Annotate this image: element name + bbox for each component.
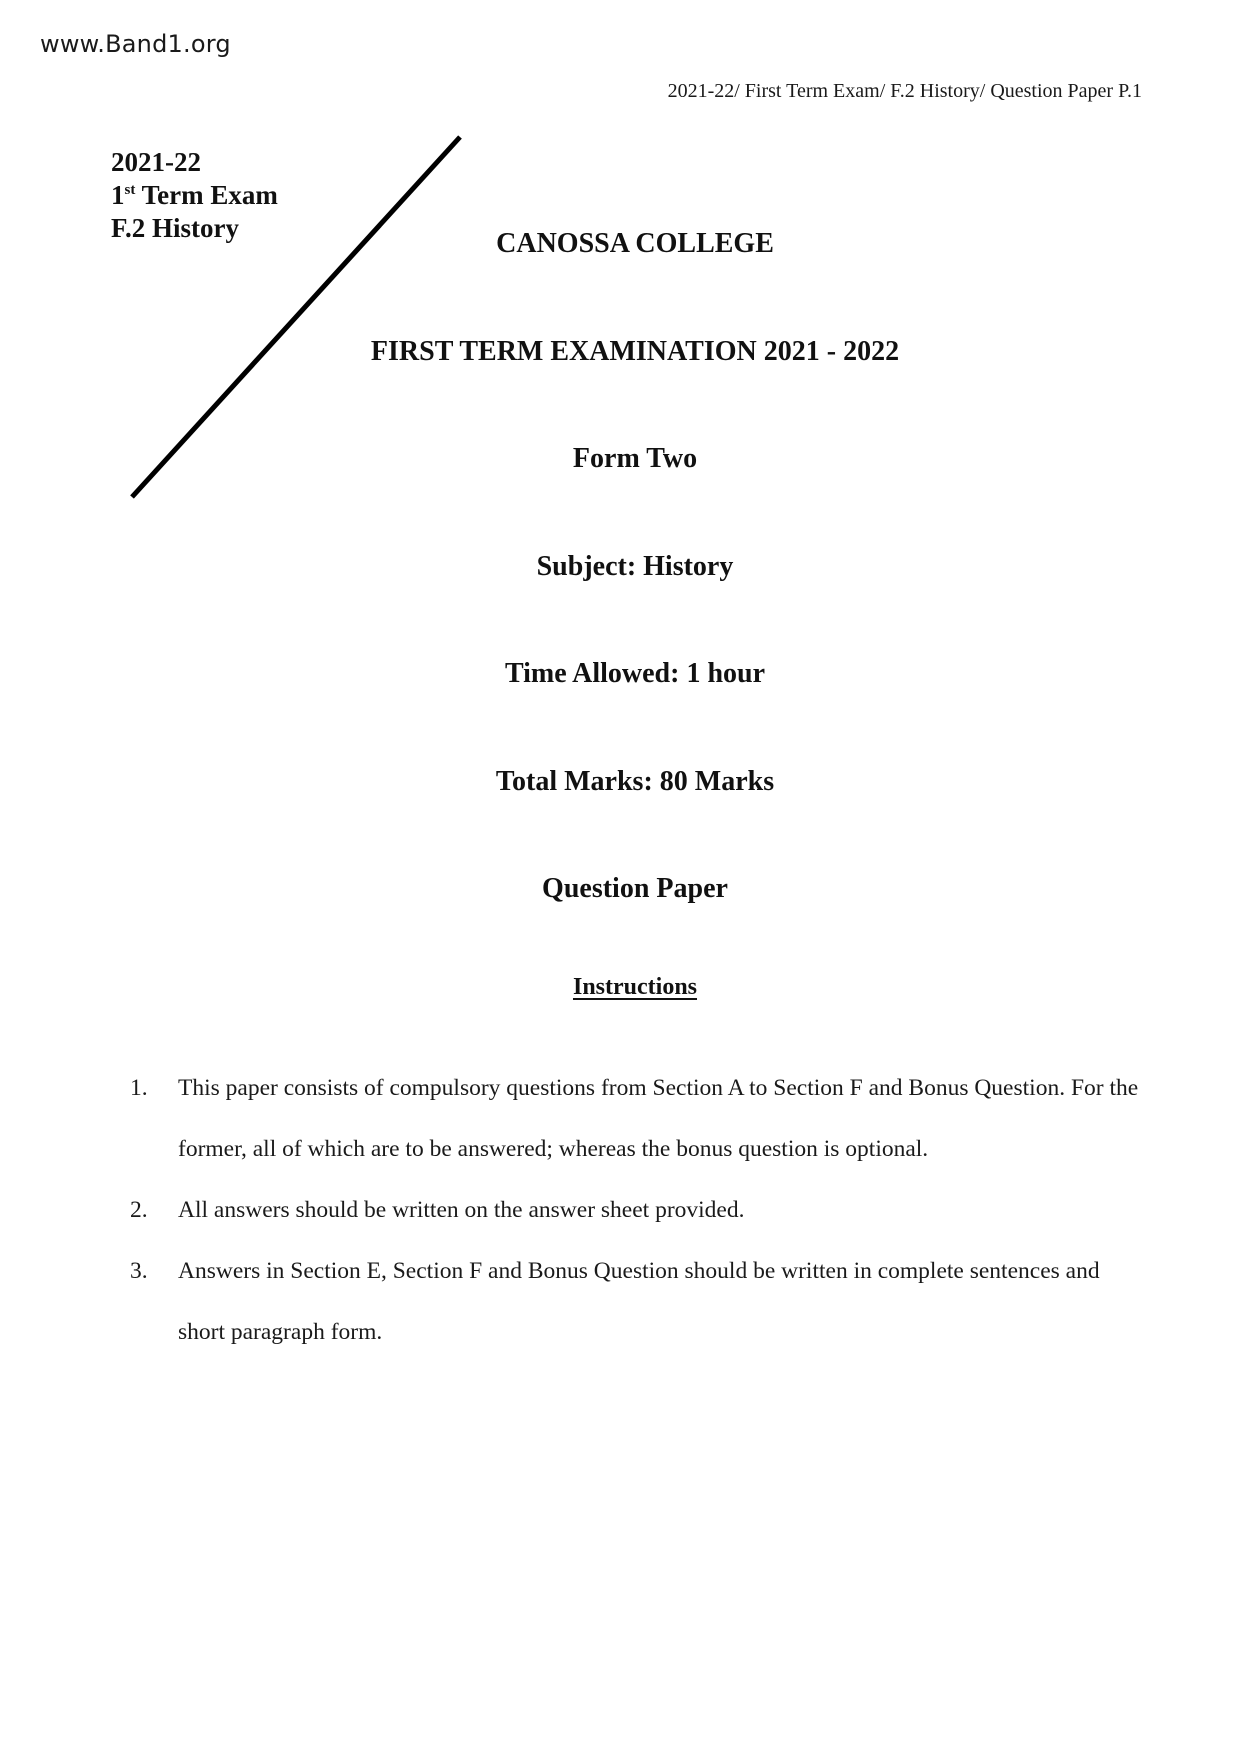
- form-level: Form Two: [572, 443, 698, 474]
- instruction-text: All answers should be written on the answer sheet provided.: [178, 1197, 745, 1223]
- watermark-text: www.Band1.org: [40, 30, 231, 58]
- exam-title: FIRST TERM EXAMINATION 2021 - 2022: [370, 336, 900, 367]
- corner-term-number: 1: [111, 180, 125, 210]
- corner-term-rest: Term Exam: [135, 180, 278, 210]
- subject-line: Subject: History: [536, 551, 734, 582]
- instruction-number: 2.: [130, 1197, 148, 1223]
- corner-subject: F.2 History: [111, 213, 239, 243]
- school-name: CANOSSA COLLEGE: [496, 228, 774, 259]
- instruction-item: [130, 1241, 1150, 1363]
- instruction-number: 1.: [130, 1075, 148, 1101]
- instruction-number: 3.: [130, 1258, 148, 1284]
- diagonal-slash-line: [0, 0, 1240, 520]
- instructions-list: [130, 1058, 1150, 1363]
- instruction-item: [130, 1058, 1150, 1180]
- instruction-item: [130, 1180, 1150, 1241]
- running-header: 2021-22/ First Term Exam/ F.2 History/ Question Paper P.1: [667, 80, 1142, 102]
- corner-term-ordinal: st: [124, 182, 136, 198]
- paper-type: Question Paper: [542, 873, 728, 904]
- instructions-heading: Instructions: [572, 974, 698, 1000]
- corner-year: 2021-22: [111, 147, 201, 177]
- instruction-text: This paper consists of compulsory questions from Section A to Section F and Bonus Question. For the former, all of which are to be answered; whereas the bonus question is optional.: [178, 1075, 1139, 1162]
- time-allowed: Time Allowed: 1 hour: [504, 658, 766, 689]
- instruction-text: Answers in Section E, Section F and Bonus Question should be written in complete sentences and short paragraph form.: [178, 1258, 1100, 1345]
- total-marks: Total Marks: 80 Marks: [495, 766, 775, 797]
